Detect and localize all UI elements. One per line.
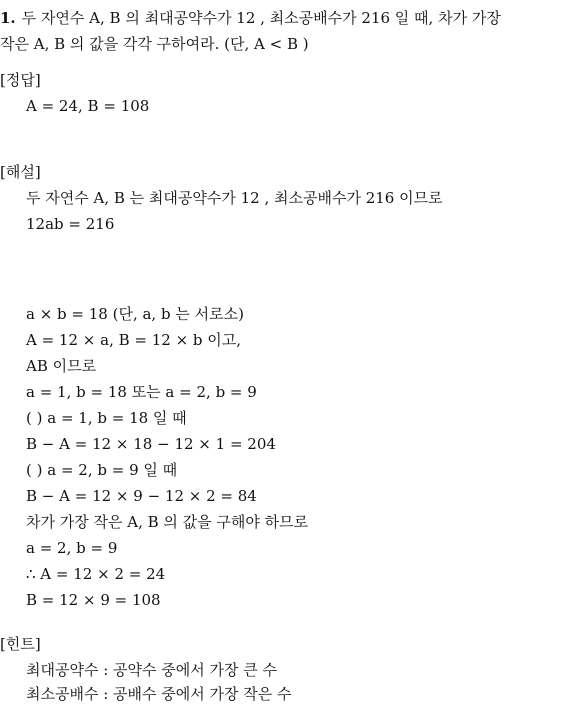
solution-line: B − A = 12 × 9 − 12 × 2 = 84 [26, 487, 257, 505]
problem-number: 1. [0, 9, 16, 27]
solution-line: 차가 가장 작은 A, B 의 값을 구해야 하므로 [26, 513, 309, 531]
hint-line: 최소공배수 : 공배수 중에서 가장 작은 수 [26, 685, 292, 703]
answer-text: A = 24, B = 108 [26, 97, 150, 115]
solution-line: ( ) a = 1, b = 18 일 때 [26, 409, 187, 427]
solution-line: 두 자연수 A, B 는 최대공약수가 12 , 최소공배수가 216 이므로 [26, 189, 443, 207]
solution-line: ∴ A = 12 × 2 = 24 [26, 565, 166, 583]
solution-line: A = 12 × a, B = 12 × b 이고, [26, 331, 242, 349]
solution-line: B = 12 × 9 = 108 [26, 591, 161, 609]
hint-line: 최대공약수 : 공약수 중에서 가장 큰 수 [26, 661, 278, 679]
answer-header: [정답] [0, 71, 41, 89]
solution-line: a × b = 18 (단, a, b 는 서로소) [26, 305, 244, 323]
solution-line: B − A = 12 × 18 − 12 × 1 = 204 [26, 435, 276, 453]
solution-line: a = 2, b = 9 [26, 539, 118, 557]
problem-line-1: 두 자연수 A, B 의 최대공약수가 12 , 최소공배수가 216 일 때, 차가 가장 [21, 9, 501, 27]
solution-header: [해설] [0, 163, 41, 181]
solution-line: ( ) a = 2, b = 9 일 때 [26, 461, 178, 479]
solution-line: a = 1, b = 18 또는 a = 2, b = 9 [26, 383, 257, 401]
solution-line: AB 이므로 [26, 357, 97, 375]
hint-header: [힌트] [0, 635, 41, 653]
problem-line-2: 작은 A, B 의 값을 각각 구하여라. (단, A < B ) [0, 35, 309, 53]
solution-line: 12ab = 216 [26, 215, 115, 233]
